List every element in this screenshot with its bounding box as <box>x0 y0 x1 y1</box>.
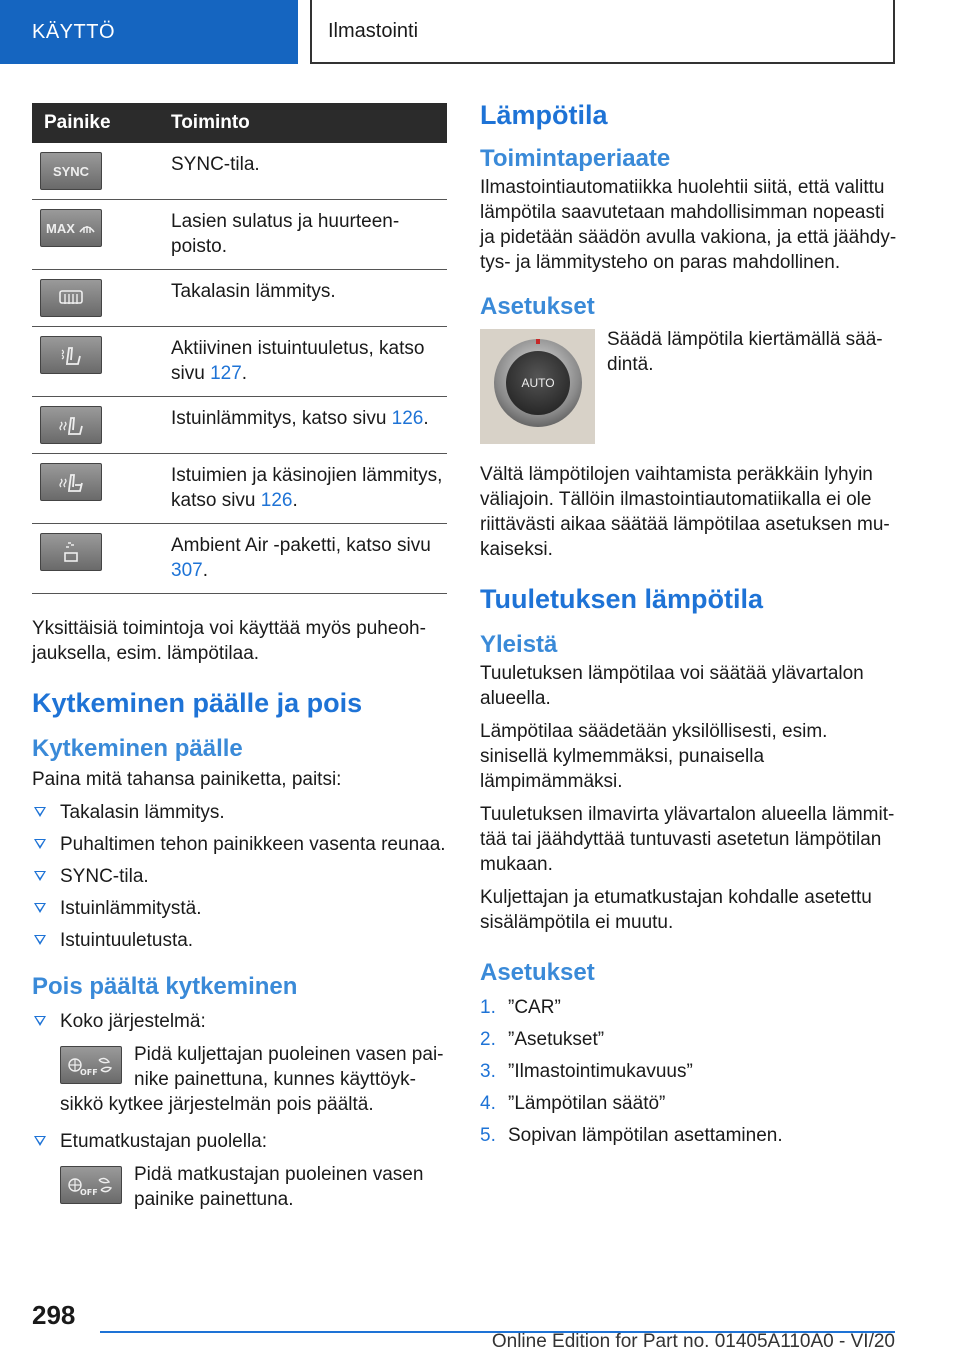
table-row <box>32 200 447 270</box>
page-link[interactable]: 126 <box>391 408 424 429</box>
table-cell-function: Istuimien ja käsinojien lämmitys, katso sivu 126. <box>171 454 447 524</box>
table-row <box>32 397 447 454</box>
heading-general: Yleistä <box>480 631 558 658</box>
bullet-triangle-icon <box>34 903 46 913</box>
list-item: 5. Sopivan lämpötilan asettaminen. <box>480 1125 783 1146</box>
heading-principle: Toimintaperiaate <box>480 145 671 172</box>
bullet-triangle-icon <box>34 839 46 849</box>
general-paragraph-4: Kuljettajan ja etumatkustajan kohdalle asetettu sisälämpötila ei muutu. <box>480 887 872 933</box>
auto-label: AUTO <box>506 351 570 415</box>
table-cell-function: Lasien sulatus ja huurteen-poisto. <box>171 200 447 270</box>
seat-armrest-heating-icon <box>40 463 102 501</box>
bullet-triangle-icon <box>34 871 46 881</box>
right-column <box>480 100 898 1155</box>
svg-text:OFF: OFF <box>80 1068 98 1077</box>
seat-ventilation-icon <box>40 336 102 374</box>
edition-text: Online Edition for Part no. 01405A110A0 - VI/20 <box>491 1331 895 1352</box>
list-item: Istuintuuletusta. <box>32 928 447 953</box>
knob-block <box>480 327 898 450</box>
table-cell-function: Aktiivinen istuintuuletus, katso sivu 127. <box>171 327 447 397</box>
on-paragraph: Paina mitä tahansa painiketta, paitsi: <box>32 769 342 790</box>
seat-heating-icon <box>40 406 102 444</box>
off-list <box>32 1009 447 1212</box>
bullet-triangle-icon <box>34 1016 46 1026</box>
table-row <box>32 327 447 397</box>
rear-window-heating-icon <box>40 279 102 317</box>
fan-off-icon <box>60 1166 122 1204</box>
table-row <box>32 524 447 594</box>
intro-paragraph: Yksittäisiä toimintoja voi käyttää myös puheoh-jauksella, esim. lämpötilaa. <box>32 618 426 664</box>
table-header-button: Painike <box>32 103 171 143</box>
list-item: 4. ”Lämpötilan säätö” <box>480 1093 666 1114</box>
bullet-triangle-icon <box>34 1136 46 1146</box>
section-title: KÄYTTÖ <box>32 20 116 43</box>
heading-power: Kytkeminen päälle ja pois <box>32 688 363 718</box>
knob-paragraph: Säädä lämpötila kiertämällä sää-dintä. <box>607 329 883 375</box>
left-column <box>32 103 447 1219</box>
svg-text:OFF: OFF <box>80 1188 98 1197</box>
page-link[interactable]: 126 <box>260 490 293 511</box>
heading-vent-temperature: Tuuletuksen lämpötila <box>480 584 764 614</box>
page-link[interactable]: 127 <box>210 363 242 384</box>
avoid-paragraph: Vältä lämpötilojen vaihtamista peräkkäin lyhyin väliajoin. Tällöin ilmastointiautomatiikalla ei ole riittävästi aikaa säätää lämpötilaa asetuksen mu-kaiseksi. <box>480 464 890 560</box>
list-item: Puhaltimen tehon painikkeen vasenta reunaa. <box>32 832 447 857</box>
list-item: 1. ”CAR” <box>480 997 561 1018</box>
list-item: SYNC-tila. <box>32 864 447 889</box>
heading-off: Pois päältä kytkeminen <box>32 973 298 1000</box>
table-header-row <box>32 103 447 143</box>
table-header-function: Toiminto <box>171 103 447 143</box>
page-link[interactable]: 307 <box>171 560 203 581</box>
table-cell-function: Istuinlämmitys, katso sivu 126. <box>171 397 447 454</box>
list-item: 3. ”Ilmastointimukavuus” <box>480 1061 693 1082</box>
general-paragraph-2: Lämpötilaa säädetään yksilöllisesti, esim. sinisellä kylmemmäksi, punaisella lämpimämmäksi. <box>480 721 828 792</box>
table-cell-function: Ambient Air -paketti, katso sivu 307. <box>171 524 447 594</box>
sync-button-icon: SYNC <box>40 152 102 190</box>
principle-paragraph: Ilmastointiautomatiikka huolehtii siitä, että valittu lämpötila saavutetaan mahdollisimman nopeasti ja pidetään säädön avulla vakiona, ja että jäähdy-tys- ja lämmitysteho on paras mahdollinen. <box>480 177 897 273</box>
table-row <box>32 454 447 524</box>
bullet-triangle-icon <box>34 935 46 945</box>
list-item: 2. ”Asetukset” <box>480 1029 605 1050</box>
table-cell-function: SYNC-tila. <box>171 143 447 200</box>
temperature-knob-image <box>480 329 595 444</box>
list-item: Takalasin lämmitys. <box>32 800 447 825</box>
general-paragraph-3: Tuuletuksen ilmavirta ylävartalon alueella lämmit-tää tai jäähdyttää tuntuvasti asetetun lämpötilan mukaan. <box>480 804 895 875</box>
chapter-header <box>310 0 895 64</box>
heading-settings-2: Asetukset <box>480 959 595 986</box>
chapter-title: Ilmastointi <box>328 19 419 42</box>
ambient-air-icon <box>40 533 102 571</box>
table-row <box>32 143 447 200</box>
max-defrost-icon: MAX <box>40 209 102 247</box>
button-function-table <box>32 103 447 594</box>
fan-off-icon <box>60 1046 122 1084</box>
list-item: Etumatkustajan puolella: OFF Pidä matkustajan puoleinen vasen painike painettuna. <box>32 1129 447 1212</box>
heading-on: Kytkeminen päälle <box>32 735 243 762</box>
section-tab <box>0 0 298 64</box>
page-number: 298 <box>32 1300 76 1330</box>
list-item: Istuinlämmitystä. <box>32 896 447 921</box>
settings-steps-list <box>480 995 898 1148</box>
on-exceptions-list <box>32 800 447 953</box>
table-cell-function: Takalasin lämmitys. <box>171 270 447 327</box>
heading-settings: Asetukset <box>480 293 595 320</box>
general-paragraph-1: Tuuletuksen lämpötilaa voi säätää ylävartalon alueella. <box>480 663 864 709</box>
list-item: Koko järjestelmä: OFF Pidä kuljettajan puoleinen vasen pai-nike painettuna, kunnes käyttöyk-sikkö kytkee järjestelmän pois päältä. <box>32 1009 447 1117</box>
bullet-triangle-icon <box>34 807 46 817</box>
heading-temperature: Lämpötila <box>480 100 608 130</box>
table-row <box>32 270 447 327</box>
